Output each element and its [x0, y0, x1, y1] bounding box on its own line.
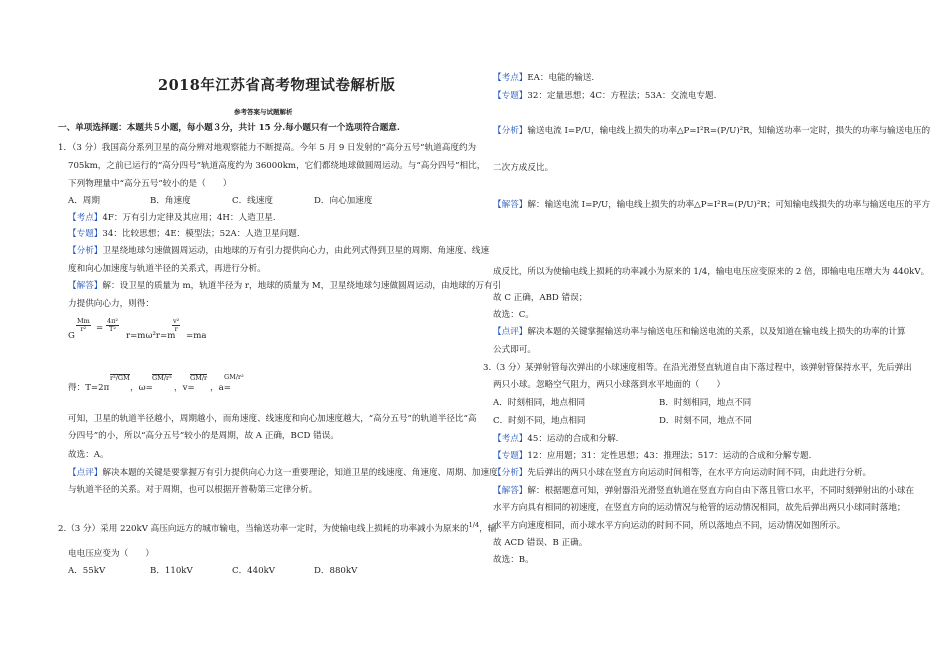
q2-zhuanti: 【专题】32：定量思想；4C：方程法；53A：交流电专题. [493, 91, 717, 101]
q1-option-b: B．角速度 [150, 196, 191, 206]
q1-fenxi: 【分析】卫星绕地球匀速做圆周运动，由地球的万有引力提供向心力，由此列式得到卫星的周期、角速度、线速 [68, 246, 490, 256]
q1-jieda: 【解答】解：设卫星的质量为 m，轨道半径为 r，地球的质量为 M，卫星绕地球匀速做圆周运动，由地球的万有引 [68, 281, 502, 291]
document-title: 2018年江苏省高考物理试卷解析版 [158, 77, 396, 94]
q1-line1: 1．（3 分）我国高分系列卫星的高分辨对地观察能力不断提高。今年 5 月 9 日发射的“高分五号”轨道高度约为 [58, 143, 477, 153]
q1-zhuanti: 【专题】34：比较思想；4E：模型法；52A：人造卫星问题. [68, 229, 300, 239]
q1-option-a: A．周期 [68, 196, 100, 206]
q3-option-d: D．时刻不同，地点不同 [659, 416, 752, 426]
q3-jieda-3: 水平方向速度相同，而小球水平方向运动的时间不同，所以落地点不同，运动情况如图所示。 [493, 521, 846, 531]
q2-fenxi: 【分析】输送电流 I=P/U，输电线上损失的功率△P=I²R=(P/U)²R，知输送功率一定时，损失的功率与输送电压的 [493, 126, 931, 136]
q2-option-a: A．55kV [68, 566, 106, 576]
q1-jieda-cont: 力提供向心力，则得： [68, 299, 154, 309]
q1-dianping-cont: 与轨道半径的关系。对于周期，也可以根据开普勒第三定律分析。 [68, 485, 318, 495]
q1-jieda-4: 分四号”的小，所以“高分五号”较小的是周期，故 A 正确，BCD 错误。 [68, 431, 339, 441]
q1-dianping: 【点评】解决本题的关键是要掌握万有引力提供向心力这一重要理论，知道卫星的线速度、角速度、周期、加速度 [68, 468, 498, 478]
q2-jieda-3: 故 C 正确，ABD 错误； [493, 293, 588, 303]
q2-jieda: 【解答】解：输送电流 I=P/U，输电线上损失的功率△P=I²R=(P/U)²R；可知输电线损失的功率与输送电压的平方 [493, 200, 931, 210]
q3-option-a: A．时刻相同，地点相同 [493, 398, 586, 408]
q1-line2: 705km，之前已运行的“高分四号”轨道高度约为 36000km，它们都绕地球做圆周运动。与“高分四号”相比， [68, 161, 486, 171]
q2-line1: 2.（3 分）采用 220kV 高压向远方的城市输电，当输送功率一定时，为使输电线上损耗的功率减小为原来的$^{1/4}$，输 [58, 521, 497, 534]
q3-jieda-2: 水平方向具有相同的初速度，在竖直方向的运动情况与枪管的运动情况相同，故先后弹出两只小球同时落地； [493, 503, 906, 513]
q1-kaodian: 【考点】4F：万有引力定律及其应用；4H：人造卫星. [68, 213, 276, 223]
q3-zhuanti: 【专题】12：应用题；31：定性思想；43：推理法；517：运动的合成和分解专题. [493, 451, 812, 461]
document-subtitle: 参考答案与试题解析 [234, 108, 293, 116]
q3-answer: 故选：B。 [493, 555, 534, 565]
q3-option-c: C．时刻不同，地点相同 [493, 416, 586, 426]
q2-option-c: C．440kV [232, 566, 275, 576]
q3-kaodian: 【考点】45：运动的合成和分解. [493, 434, 619, 444]
q2-line2: 电电压应变为（ ） [68, 549, 154, 559]
q3-option-b: B．时刻相同，地点不同 [659, 398, 752, 408]
q2-jieda-cont: 成反比，所以为使输电线上损耗的功率减小为原来的 1/4，输电电压应变原来的 2 倍，即输电电压增大为 440kV。 [493, 267, 930, 277]
q3-line1: 3.（3 分）某弹射管每次弹出的小球速度相等。在沿光滑竖直轨道自由下落过程中，该弹射管保持水平，先后弹出 [483, 363, 912, 373]
q2-kaodian: 【考点】EA：电能的输送. [493, 73, 595, 83]
q1-line3: 下列物理量中“高分五号”较小的是（ ） [68, 179, 232, 189]
q3-line2: 两只小球。忽略空气阻力，两只小球落到水平地面的（ ） [493, 380, 726, 390]
q2-option-d: D．880kV [314, 566, 358, 576]
q2-option-b: B．110kV [150, 566, 193, 576]
q3-fenxi: 【分析】先后弹出的两只小球在竖直方向运动时间相等，在水平方向运动时间不同，由此进行分析。 [493, 468, 872, 478]
q1-option-d: D．向心加速度 [314, 196, 373, 206]
q3-jieda-4: 故 ACD 错误、B 正确。 [493, 538, 588, 548]
q2-answer: 故选：C。 [493, 310, 534, 320]
q1-fenxi-cont: 度和向心加速度与轨道半径的关系式，再进行分析。 [68, 264, 266, 274]
q2-dianping: 【点评】解决本题的关键掌握输送功率与输送电压和输送电流的关系，以及知道在输电线上损失的功率的计算 [493, 327, 906, 337]
q1-jieda-3: 可知，卫星的轨道半径越小，周期越小，而角速度、线速度和向心加速度越大，“高分五号”的轨道半径比“高 [68, 414, 477, 424]
q2-fenxi-cont: 二次方成反比。 [493, 163, 554, 173]
q2-dianping-cont: 公式即可。 [493, 345, 536, 355]
q1-option-c: C．线速度 [232, 196, 273, 206]
q1-answer: 故选：A。 [68, 450, 109, 460]
section-heading: 一、单项选择题：本题共５小题，每小题３分，共计 15 分.每小题只有一个选项符合题意. [58, 123, 400, 133]
q3-jieda: 【解答】解：根据题意可知，弹射器沿光滑竖直轨道在竖直方向自由下落且管口水平，不同时刻弹射出的小球在 [493, 486, 915, 496]
